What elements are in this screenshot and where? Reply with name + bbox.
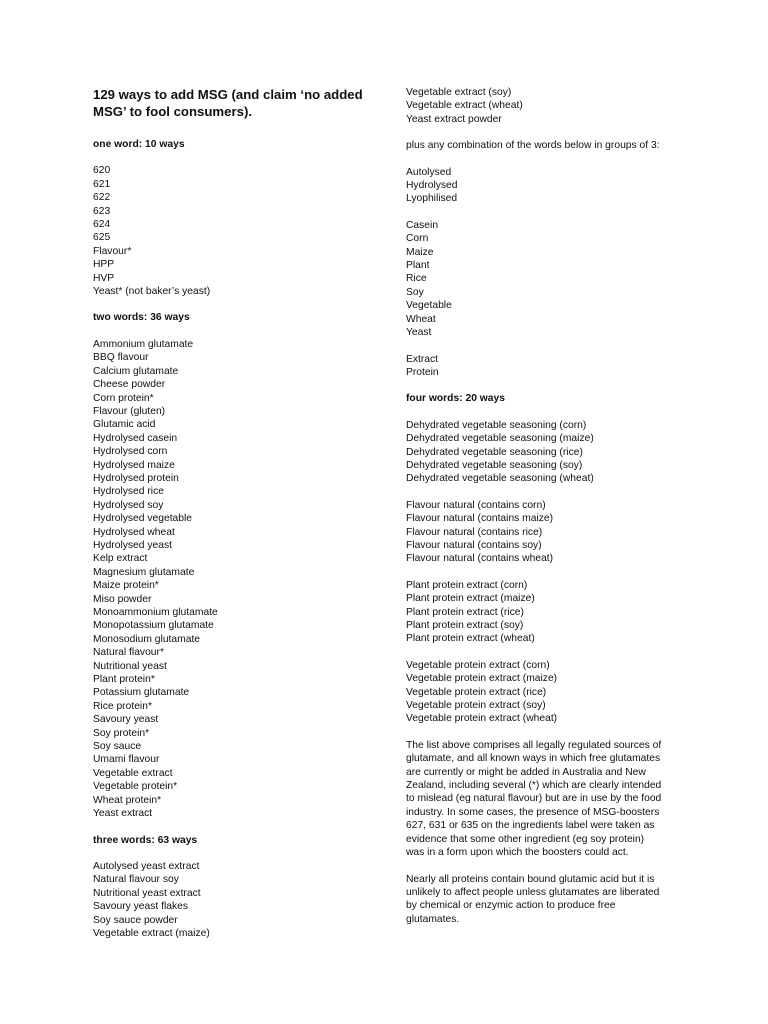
title-line: MSG’ to fool consumers). [93, 103, 252, 119]
list-item: to mislead (eg natural flavour) but are in use by the food [406, 793, 662, 805]
list-item: Corn protein* [93, 392, 154, 404]
list-item: Lyophilised [406, 193, 458, 205]
list-item: are currently or might be added in Australia and New [406, 766, 646, 778]
list-item: Vegetable protein extract (soy) [406, 700, 546, 712]
list-item: glutamate, and all known ways in which free glutamates [406, 753, 661, 765]
list-item: HVP [93, 272, 115, 284]
one-word-list [93, 164, 383, 298]
list-item: Natural flavour soy [93, 874, 179, 886]
combo-group-sources [406, 219, 696, 340]
list-item: Soy protein* [93, 727, 150, 739]
list-item: Dehydrated vegetable seasoning (corn) [406, 419, 587, 431]
four-words-plant-protein-list [406, 579, 696, 646]
list-item: Hydrolysed [406, 180, 458, 192]
three-words-heading: three words: 63 ways [93, 834, 198, 846]
four-words-heading: four words: 20 ways [406, 393, 505, 405]
list-item: Monosodium glutamate [93, 633, 201, 645]
list-item: Flavour natural (contains wheat) [406, 553, 554, 565]
list-item: Dehydrated vegetable seasoning (soy) [406, 459, 583, 471]
list-item: Autolysed [406, 166, 452, 178]
list-item: 623 [93, 205, 111, 217]
list-item: 627, 631 or 635 on the ingredients label were taken as [406, 820, 655, 832]
list-item: Vegetable protein extract (rice) [406, 686, 547, 698]
list-item: Dehydrated vegetable seasoning (maize) [406, 433, 594, 445]
list-item: Hydrolysed soy [93, 499, 164, 511]
list-item: Flavour natural (contains corn) [406, 499, 546, 511]
list-item: Monopotassium glutamate [93, 620, 214, 632]
list-item: by chemical or enzymic action to produce free [406, 900, 616, 912]
list-item: Nearly all proteins contain bound glutamic acid but it is [406, 873, 655, 885]
list-item: was in a form upon which the boosters could act. [406, 847, 629, 859]
list-item: Flavour (gluten) [93, 405, 166, 417]
list-item: Wheat [406, 313, 436, 325]
title-line: 129 ways to add MSG (and claim ‘no added [93, 87, 363, 102]
list-item: Hydrolysed casein [93, 432, 178, 444]
list-item: Yeast extract powder [406, 113, 502, 125]
list-item: BBQ flavour [93, 352, 149, 364]
four-words-vegetable-protein-list [406, 659, 696, 726]
list-item: Glutamic acid [93, 419, 156, 431]
list-item: 622 [93, 192, 111, 204]
list-item: Natural flavour* [93, 647, 164, 659]
list-item: industry. In some cases, the presence of MSG-boosters [406, 806, 660, 818]
list-item: Nutritional yeast extract [93, 887, 201, 899]
list-item: Vegetable [406, 300, 452, 312]
list-item: Flavour natural (contains maize) [406, 513, 554, 525]
list-item: Nutritional yeast [93, 660, 167, 672]
list-item: glutamates. [406, 913, 460, 925]
list-item: 620 [93, 165, 111, 177]
list-item: Monoammonium glutamate [93, 607, 218, 618]
list-item: Umami flavour [93, 754, 160, 766]
explanation-paragraph [406, 739, 696, 860]
list-item: Flavour natural (contains rice) [406, 526, 543, 538]
list-item: Ammonium glutamate [93, 338, 194, 350]
three-words-list-right [406, 86, 696, 126]
list-item: 621 [93, 178, 111, 190]
list-item: Rice protein* [93, 700, 152, 712]
list-item: Dehydrated vegetable seasoning (rice) [406, 446, 583, 458]
list-item: HPP [93, 259, 115, 271]
list-item: Yeast extract [93, 808, 153, 820]
list-item: Cheese powder [93, 379, 166, 391]
proteins-paragraph [406, 873, 696, 927]
list-item: Potassium glutamate [93, 687, 190, 699]
list-item: Soy sauce powder [93, 914, 178, 926]
list-item: Kelp extract [93, 553, 148, 565]
list-item: Casein [406, 219, 439, 231]
list-item: 624 [93, 219, 111, 231]
list-item: Plant protein extract (wheat) [406, 633, 535, 645]
right-column [406, 86, 696, 939]
list-item: Extract [406, 353, 439, 365]
list-item: Plant protein extract (rice) [406, 606, 524, 618]
list-item: Miso powder [93, 593, 152, 605]
list-item: Autolysed yeast extract [93, 860, 200, 872]
one-word-heading: one word: 10 ways [93, 139, 185, 150]
list-item: Vegetable extract [93, 767, 173, 779]
list-item: Protein [406, 366, 439, 378]
list-item: Plant protein extract (soy) [406, 620, 524, 631]
list-item: Calcium glutamate [93, 365, 179, 377]
list-item: Plant protein* [93, 674, 155, 686]
list-item: Hydrolysed yeast [93, 539, 172, 551]
list-item: Dehydrated vegetable seasoning (wheat) [406, 473, 594, 485]
list-item: Hydrolysed protein [93, 472, 179, 484]
list-item: Plant [406, 260, 430, 272]
list-item: Vegetable extract (soy) [406, 87, 512, 98]
four-words-dehydrated-list [406, 419, 696, 486]
list-item: Vegetable protein extract (corn) [406, 659, 550, 671]
list-item: Vegetable protein extract (wheat) [406, 713, 558, 725]
three-words-list-left [93, 860, 383, 940]
list-item: Savoury yeast [93, 714, 159, 726]
four-words-flavour-list [406, 499, 696, 566]
list-item: Yeast [406, 327, 432, 339]
list-item: Soy sauce [93, 741, 142, 753]
list-item: Soy [406, 286, 424, 298]
list-item: Rice [406, 273, 427, 285]
list-item: Maize [406, 246, 434, 258]
list-item: The list above comprises all legally regulated sources of [406, 739, 662, 751]
list-item: Flavour natural (contains soy) [406, 539, 542, 551]
list-item: Hydrolysed wheat [93, 526, 175, 538]
list-item: Hydrolysed maize [93, 459, 175, 471]
list-item: evidence that some other ingredient (eg soy protein) [406, 833, 645, 845]
list-item: Zealand, including several (*) which are clearly intended [406, 780, 662, 792]
list-item: Vegetable extract (wheat) [406, 100, 523, 112]
list-item: Wheat protein* [93, 794, 162, 806]
list-item: Hydrolysed corn [93, 446, 168, 458]
list-item: Hydrolysed vegetable [93, 513, 193, 525]
list-item: Savoury yeast flakes [93, 901, 189, 913]
list-item: unlikely to affect people unless glutamates are liberated [406, 886, 660, 898]
combination-note: plus any combination of the words below in groups of 3: [406, 140, 660, 152]
list-item: Hydrolysed rice [93, 486, 164, 498]
list-item: Flavour* [93, 245, 132, 257]
list-item: Vegetable protein extract (maize) [406, 673, 558, 685]
list-item: Maize protein* [93, 580, 159, 592]
list-item: Vegetable extract (maize) [93, 927, 210, 939]
list-item: Magnesium glutamate [93, 566, 195, 578]
combo-group-suffixes [406, 353, 696, 380]
list-item: Plant protein extract (maize) [406, 593, 535, 605]
combo-group-prefixes [406, 166, 696, 206]
list-item: Yeast* (not baker’s yeast) [93, 286, 211, 298]
two-words-heading: two words: 36 ways [93, 312, 190, 324]
list-item: Plant protein extract (corn) [406, 579, 528, 591]
list-item: 625 [93, 232, 111, 244]
page-title [93, 87, 383, 120]
list-item: Vegetable protein* [93, 781, 178, 793]
left-column [93, 86, 383, 953]
list-item: Corn [406, 233, 429, 245]
two-words-list [93, 338, 383, 821]
